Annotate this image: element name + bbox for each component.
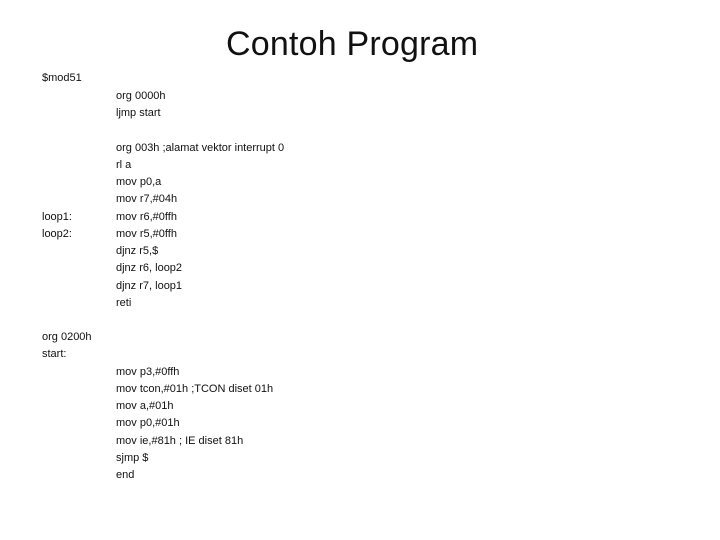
code-line: org 0000h: [116, 90, 166, 102]
code-line: mov tcon,#01h ;TCON diset 01h: [116, 383, 274, 395]
code-line: mov r5,#0ffh: [116, 228, 177, 240]
code-line: rl a: [116, 159, 132, 171]
code-line: mov ie,#81h ; IE diset 81h: [116, 435, 244, 447]
label-loop2: loop2:: [42, 228, 72, 240]
code-line: sjmp $: [116, 452, 149, 464]
slide-title: Contoh Program: [226, 25, 479, 63]
code-line: mov p3,#0ffh: [116, 366, 180, 378]
code-line: mov p0,a: [116, 176, 162, 188]
code-line: end: [116, 469, 135, 481]
org-directive: org 0200h: [42, 331, 92, 343]
code-line: djnz r5,$: [116, 245, 159, 257]
code-line: mov a,#01h: [116, 400, 174, 412]
code-line: mov r6,#0ffh: [116, 211, 177, 223]
code-line: mov r7,#04h: [116, 193, 178, 205]
code-line: mov p0,#01h: [116, 417, 180, 429]
code-line: ljmp start: [116, 107, 161, 119]
code-line: djnz r6, loop2: [116, 262, 183, 274]
label-loop1: loop1:: [42, 211, 72, 223]
code-line: djnz r7, loop1: [116, 280, 183, 292]
assembler-directive: $mod51: [42, 72, 82, 84]
label-start: start:: [42, 348, 67, 360]
code-line: org 003h ;alamat vektor interrupt 0: [116, 142, 285, 154]
code-line: reti: [116, 297, 132, 309]
